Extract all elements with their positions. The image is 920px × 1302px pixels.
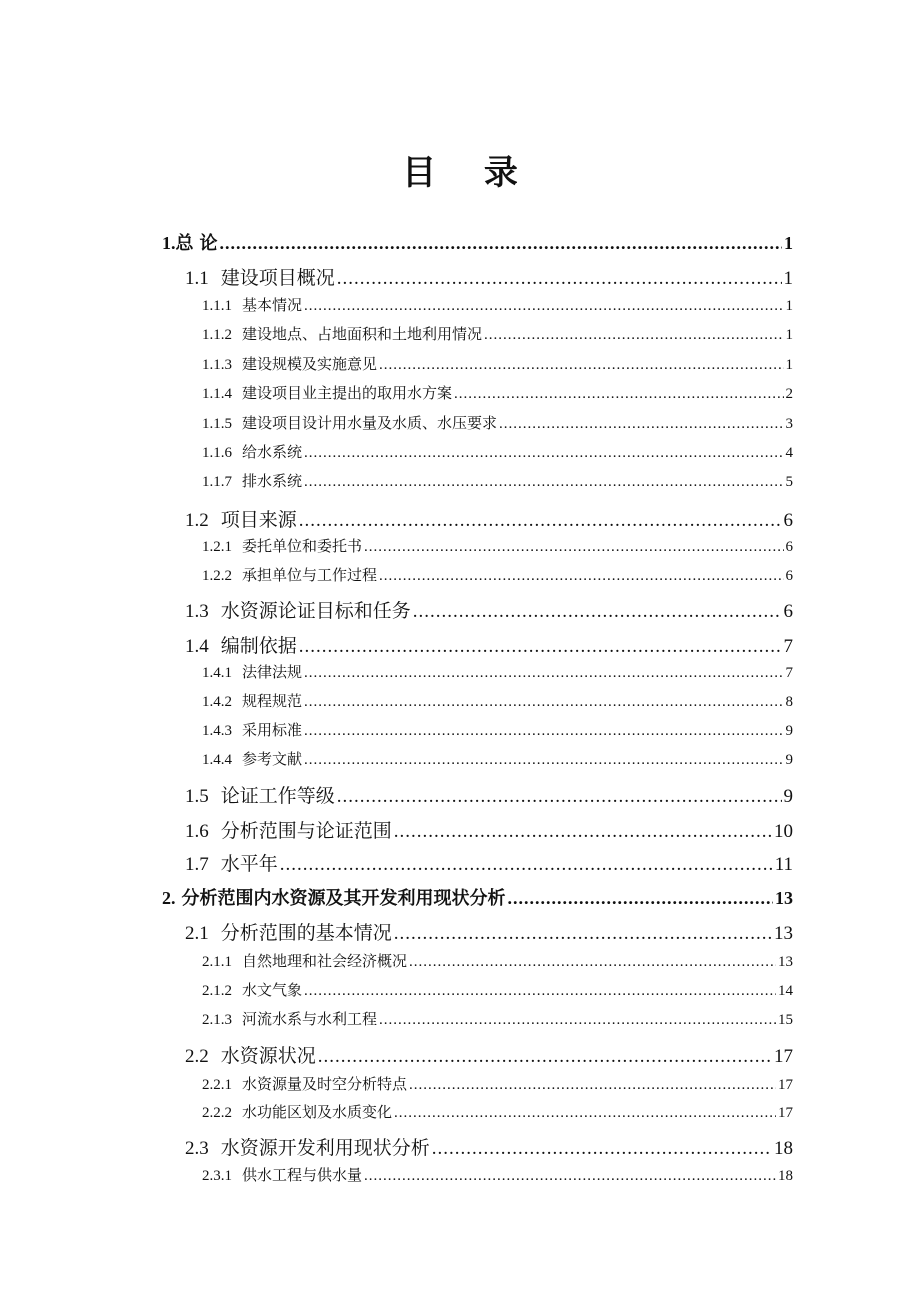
toc-entry-label — [185, 816, 392, 843]
toc-entry-level-3[interactable] — [202, 382, 793, 403]
toc-entry-level-3[interactable] — [202, 412, 793, 433]
toc-entry-number: 1.3 — [185, 601, 209, 622]
toc-page-number: 6 — [783, 601, 793, 622]
toc-entry-label — [202, 1073, 407, 1094]
toc-entry-number: 1.1.1 — [202, 298, 232, 314]
toc-entry-label — [202, 353, 377, 374]
toc-entry-title: 分析范围内水资源及其开发利用现状分析 — [181, 888, 506, 908]
toc-page-number: 8 — [785, 694, 793, 710]
toc-entry-label — [202, 979, 302, 1000]
toc-entry-number: 1.2.1 — [202, 539, 232, 555]
toc-entry-number: 2.1.2 — [202, 983, 232, 999]
toc-entry-title: 水资源状况 — [220, 1046, 316, 1067]
dot-leader — [299, 510, 782, 532]
toc-entry-title: 建设地点、占地面积和土地利用情况 — [242, 327, 483, 343]
toc-entry-label — [202, 1164, 362, 1185]
toc-entry-label — [202, 535, 362, 556]
toc-entry-label — [202, 441, 302, 462]
dot-leader — [394, 1105, 776, 1122]
toc-entry-number: 1.1.6 — [202, 445, 232, 461]
toc-entry-number: 1.1 — [185, 268, 209, 289]
toc-entry-level-3[interactable] — [202, 323, 793, 344]
toc-page-number: 1 — [785, 298, 793, 314]
toc-entry-title: 建设项目设计用水量及水质、水压要求 — [242, 416, 498, 432]
toc-entry-label — [202, 1008, 377, 1029]
toc-page-number: 3 — [785, 416, 793, 432]
dot-leader — [409, 1077, 776, 1094]
toc-entry-label — [202, 294, 302, 315]
toc-page-number: 13 — [775, 888, 793, 908]
dot-leader — [280, 854, 773, 876]
toc-entry-number: 1.1.5 — [202, 416, 232, 432]
toc-entry-number: 2.2 — [185, 1046, 209, 1067]
toc-entry-label — [202, 690, 302, 711]
dot-leader — [432, 1138, 772, 1160]
dot-leader — [304, 752, 783, 769]
toc-entry-level-3[interactable] — [202, 1073, 793, 1094]
toc-entry-label — [202, 748, 302, 769]
dot-leader — [337, 786, 782, 808]
toc-entry-label — [202, 412, 497, 433]
toc-entry-label — [185, 263, 335, 290]
page-title: 目 录 — [402, 153, 536, 193]
toc-entry-level-3[interactable] — [202, 441, 793, 462]
toc-entry-level-1[interactable] — [162, 229, 793, 255]
toc-entry-title: 承担单位与工作过程 — [242, 568, 378, 584]
dot-leader — [299, 636, 782, 658]
toc-entry-number: 1.4.1 — [202, 665, 232, 681]
toc-entry-level-3[interactable] — [202, 535, 793, 556]
toc-page-number: 13 — [774, 923, 793, 944]
toc-entry-level-2[interactable] — [185, 631, 793, 658]
toc-entry-label — [185, 596, 411, 623]
toc-entry-label — [185, 918, 392, 945]
toc-entry-number: 1.1.3 — [202, 357, 232, 373]
toc-entry-title: 水平年 — [220, 854, 278, 875]
toc-entry-title: 参考文献 — [242, 752, 303, 768]
toc-entry-level-2[interactable] — [185, 849, 793, 876]
toc-entry-label — [202, 564, 377, 585]
toc-entry-title: 水文气象 — [242, 983, 303, 999]
dot-leader — [304, 983, 776, 1000]
toc-entry-title: 建设规模及实施意见 — [242, 357, 378, 373]
toc-page-number: 13 — [778, 954, 793, 970]
dot-leader — [413, 601, 782, 623]
toc-entry-number: 1.6 — [185, 821, 209, 842]
toc-entry-number: 1.7 — [185, 854, 209, 875]
toc-entry-number: 2.2.2 — [202, 1105, 232, 1121]
toc-page-number: 7 — [785, 665, 793, 681]
toc-entry-label — [185, 781, 335, 808]
toc-page-number: 5 — [785, 474, 793, 490]
toc-entry-number: 1.2.2 — [202, 568, 232, 584]
toc-entry-title: 论 — [199, 233, 218, 253]
toc-entry-number: 1.4 — [185, 636, 209, 657]
toc-entry-level-2[interactable] — [185, 596, 793, 623]
toc-entry-level-2[interactable] — [185, 1041, 793, 1068]
dot-leader — [304, 694, 783, 711]
toc-entry-label — [185, 505, 297, 532]
toc-entry-title: 分析范围的基本情况 — [220, 923, 392, 944]
toc-entry-level-3[interactable] — [202, 470, 793, 491]
toc-entry-label — [185, 849, 278, 876]
toc-entry-label — [162, 229, 218, 255]
toc-entry-title: 建设项目概况 — [220, 268, 335, 289]
toc-entry-level-3[interactable] — [202, 979, 793, 1000]
toc-page-number: 17 — [774, 1046, 793, 1067]
toc-entry-level-3[interactable] — [202, 353, 793, 374]
toc-page-number: 9 — [785, 752, 793, 768]
toc-entry-title: 河流水系与水利工程 — [242, 1012, 378, 1028]
dot-leader — [337, 268, 782, 290]
toc-entry-level-2[interactable] — [185, 1133, 793, 1160]
toc-entry-title: 编制依据 — [220, 636, 297, 657]
dot-leader — [484, 327, 783, 344]
toc-page-number: 18 — [778, 1168, 793, 1184]
toc-entry-title: 规程规范 — [242, 694, 303, 710]
dot-leader — [508, 888, 774, 909]
toc-entry-level-3[interactable] — [202, 294, 793, 315]
toc-page-number: 4 — [785, 445, 793, 461]
toc-entry-number: 1.4.2 — [202, 694, 232, 710]
toc-entry-title: 论证工作等级 — [220, 786, 335, 807]
toc-entry-number: 1.1.2 — [202, 327, 232, 343]
toc-page-number: 14 — [778, 983, 793, 999]
toc-entry-level-3[interactable] — [202, 1008, 793, 1029]
dot-leader — [379, 357, 783, 374]
dot-leader — [304, 298, 783, 315]
dot-leader — [304, 665, 783, 682]
toc-entry-number: 2.2.1 — [202, 1077, 232, 1093]
toc-entry-label — [185, 631, 297, 658]
toc-entry-level-3[interactable] — [202, 564, 793, 585]
toc-entry-number: 1.总 — [162, 233, 194, 253]
toc-entry-title: 给水系统 — [242, 445, 303, 461]
toc-entry-level-3[interactable] — [202, 748, 793, 769]
dot-leader — [379, 1012, 776, 1029]
toc-entry-label — [202, 323, 482, 344]
dot-leader — [364, 539, 783, 556]
toc-entry-number: 2.1.1 — [202, 954, 232, 970]
dot-leader — [394, 821, 772, 843]
toc-page-number: 9 — [783, 786, 793, 807]
toc-page-number: 1 — [785, 327, 793, 343]
dot-leader — [364, 1168, 776, 1185]
toc-page-number: 1 — [784, 233, 793, 253]
toc-entry-level-3[interactable] — [202, 950, 793, 971]
toc-page-number: 9 — [785, 723, 793, 739]
toc-entry-title: 水资源量及时空分析特点 — [242, 1077, 408, 1093]
dot-leader — [454, 386, 783, 403]
dot-leader — [220, 233, 783, 254]
toc-entry-level-2[interactable] — [185, 816, 793, 843]
toc-entry-label — [202, 1101, 392, 1122]
toc-entry-label — [202, 950, 407, 971]
toc-page-number: 1 — [783, 268, 793, 289]
toc-entry-label — [202, 382, 452, 403]
toc-page-number: 6 — [785, 539, 793, 555]
dot-leader — [499, 416, 783, 433]
toc-entry-number: 2. — [162, 888, 176, 908]
toc-entry-number: 1.4.3 — [202, 723, 232, 739]
toc-entry-title: 分析范围与论证范围 — [220, 821, 392, 842]
toc-page-number: 15 — [778, 1012, 793, 1028]
toc-entry-level-1[interactable] — [162, 884, 793, 910]
dot-leader — [304, 474, 783, 491]
toc-entry-label — [185, 1041, 316, 1068]
toc-page-number: 11 — [774, 854, 793, 875]
dot-leader — [304, 445, 783, 462]
toc-entry-number: 1.4.4 — [202, 752, 232, 768]
dot-leader — [394, 923, 772, 945]
dot-leader — [409, 954, 776, 971]
toc-entry-title: 水资源开发利用现状分析 — [220, 1138, 430, 1159]
toc-entry-title: 基本情况 — [242, 298, 303, 314]
toc-entry-number: 1.1.4 — [202, 386, 232, 402]
toc-page-number: 1 — [785, 357, 793, 373]
toc-page-number: 6 — [785, 568, 793, 584]
toc-page-number: 18 — [774, 1138, 793, 1159]
toc-entry-level-3[interactable] — [202, 690, 793, 711]
toc-entry-title: 自然地理和社会经济概况 — [242, 954, 408, 970]
toc-entry-number: 2.3 — [185, 1138, 209, 1159]
dot-leader — [318, 1046, 772, 1068]
toc-page-number: 10 — [774, 821, 793, 842]
toc-entry-level-2[interactable] — [185, 505, 793, 532]
toc-entry-title: 委托单位和委托书 — [242, 539, 363, 555]
dot-leader — [304, 723, 783, 740]
toc-entry-number: 2.3.1 — [202, 1168, 232, 1184]
dot-leader — [379, 568, 783, 585]
toc-entry-number: 2.1.3 — [202, 1012, 232, 1028]
toc-entry-level-2[interactable] — [185, 918, 793, 945]
toc-entry-label — [162, 884, 506, 910]
toc-entry-level-3[interactable] — [202, 1164, 793, 1185]
toc-entry-title: 法律法规 — [242, 665, 303, 681]
toc-entry-number: 1.1.7 — [202, 474, 232, 490]
toc-entry-title: 排水系统 — [242, 474, 303, 490]
toc-entry-title: 建设项目业主提出的取用水方案 — [242, 386, 453, 402]
toc-entry-level-2[interactable] — [185, 263, 793, 290]
toc-entry-level-3[interactable] — [202, 719, 793, 740]
toc-entry-title: 采用标准 — [242, 723, 303, 739]
toc-entry-label — [202, 719, 302, 740]
toc-entry-title: 供水工程与供水量 — [242, 1168, 363, 1184]
toc-entry-number: 2.1 — [185, 923, 209, 944]
toc-entry-label — [202, 470, 302, 491]
toc-entry-title: 项目来源 — [220, 510, 297, 531]
toc-page-number: 2 — [785, 386, 793, 402]
toc-page-number: 7 — [783, 636, 793, 657]
toc-entry-number: 1.2 — [185, 510, 209, 531]
toc-entry-level-3[interactable] — [202, 661, 793, 682]
toc-page-number: 17 — [778, 1077, 793, 1093]
toc-page-number: 17 — [778, 1105, 793, 1121]
toc-entry-label — [185, 1133, 430, 1160]
toc-entry-number: 1.5 — [185, 786, 209, 807]
toc-entry-level-2[interactable] — [185, 781, 793, 808]
toc-entry-title: 水资源论证目标和任务 — [220, 601, 411, 622]
toc-entry-title: 水功能区划及水质变化 — [242, 1105, 393, 1121]
toc-entry-level-3[interactable] — [202, 1101, 793, 1122]
toc-page-number: 6 — [783, 510, 793, 531]
toc-entry-label — [202, 661, 302, 682]
